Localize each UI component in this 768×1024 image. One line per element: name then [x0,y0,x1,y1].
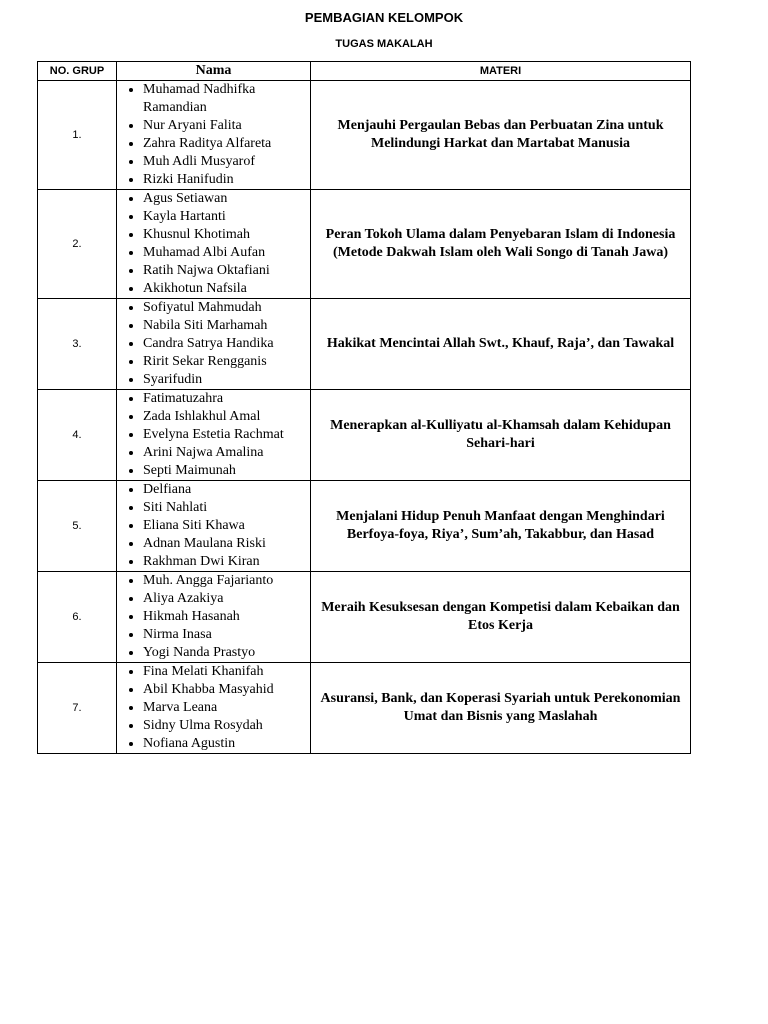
member-name: • Rizki Hanifudin [143,171,310,189]
member-name: • Zahra Raditya Alfareta [143,135,310,153]
topic-text: Hakikat Mencintai Allah Swt., Khauf, Raja’, dan Tawakal [326,336,675,351]
member-name: • Syarifudin [143,371,310,389]
topic-text: Asuransi, Bank, dan Koperasi Syariah untuk Perekonomian Umat dan Bisnis yang Maslahah [320,691,681,724]
topic-text: Meraih Kesuksesan dengan Kompetisi dalam Kebaikan dan Etos Kerja [321,600,680,633]
member-name: • Abil Khabba Masyahid [143,681,310,699]
table-row [38,663,691,754]
member-name: • Ririt Sekar Rengganis [143,353,310,371]
group-table [37,61,691,754]
topic-text: (Metode Dakwah Islam oleh Wali Songo di Tanah Jawa) [332,245,669,260]
member-name: • Muh. Angga Fajarianto [143,572,310,590]
table-row [38,299,691,390]
topic-cell [311,81,691,190]
member-name: • Rakhman Dwi Kiran [143,553,310,571]
member-name: • Nabila Siti Marhamah [143,317,310,335]
member-names [117,190,311,299]
member-list [117,390,310,480]
member-name: • Zada Ishlakhul Amal [143,408,310,426]
member-name: • Candra Satrya Handika [143,335,310,353]
topic-cell [311,190,691,299]
group-number: 3. [38,299,117,390]
member-name: • Muh Adli Musyarof [143,153,310,171]
member-name: • Kayla Hartanti [143,208,310,226]
table-header-row [38,62,691,81]
member-name: • Khusnul Khotimah [143,226,310,244]
topic-text: Peran Tokoh Ulama dalam Penyebaran Islam di Indonesia [325,227,676,242]
member-names [117,663,311,754]
table-row [38,481,691,572]
page-subtitle: TUGAS MAKALAH [335,38,433,50]
topic-cell [311,572,691,663]
member-name: • Sofiyatul Mahmudah [143,299,310,317]
group-number: 6. [38,572,117,663]
member-list [117,663,310,753]
topic-cell [311,663,691,754]
member-name: • Marva Leana [143,699,310,717]
member-names [117,299,311,390]
table-body [38,81,691,754]
topic-text: Menjauhi Pergaulan Bebas dan Perbuatan Zina untuk Melindungi Harkat dan Martabat Manusia [337,118,664,151]
group-number: 2. [38,190,117,299]
group-number: 7. [38,663,117,754]
member-name: • Eliana Siti Khawa [143,517,310,535]
header-nama: Nama [117,62,311,81]
member-name: • Agus Setiawan [143,190,310,208]
member-name: • Nirma Inasa [143,626,310,644]
table-row [38,390,691,481]
member-name: • Siti Nahlati [143,499,310,517]
group-number: 4. [38,390,117,481]
member-name: • Sidny Ulma Rosydah [143,717,310,735]
member-name: • Delfiana [143,481,310,499]
member-list [117,481,310,571]
member-name: • Akikhotun Nafsila [143,280,310,298]
member-name: • Adnan Maulana Riski [143,535,310,553]
member-name: • Muhamad Nadhifka Ramandian [143,81,310,117]
topic-cell [311,481,691,572]
topic-cell [311,390,691,481]
member-list [117,572,310,662]
group-number: 1. [38,81,117,190]
member-name: • Septi Maimunah [143,462,310,480]
topic-cell [311,299,691,390]
table-row [38,81,691,190]
member-name: • Muhamad Albi Aufan [143,244,310,262]
table-row [38,190,691,299]
table-row [38,572,691,663]
topic-text: Menerapkan al-Kulliyatu al-Khamsah dalam Kehidupan Sehari-hari [330,418,671,451]
header-no-grup: NO. GRUP [38,62,117,81]
member-names [117,572,311,663]
topic-text: Menjalani Hidup Penuh Manfaat dengan Menghindari Berfoya-foya, Riya’, Sum’ah, Takabbur, dan Hasad [336,509,665,542]
member-names [117,81,311,190]
member-list [117,299,310,389]
member-name: • Fina Melati Khanifah [143,663,310,681]
member-name: • Arini Najwa Amalina [143,444,310,462]
member-name: • Yogi Nanda Prastyo [143,644,310,662]
member-name: • Nofiana Agustin [143,735,310,753]
member-list [117,81,310,189]
header-materi: MATERI [311,62,691,81]
member-name: • Hikmah Hasanah [143,608,310,626]
member-name: • Nur Aryani Falita [143,117,310,135]
member-name: • Fatimatuzahra [143,390,310,408]
member-name: • Aliya Azakiya [143,590,310,608]
member-names [117,481,311,572]
member-names [117,390,311,481]
member-name: • Evelyna Estetia Rachmat [143,426,310,444]
member-list [117,190,310,298]
member-name: • Ratih Najwa Oktafiani [143,262,310,280]
page-title: PEMBAGIAN KELOMPOK [304,10,464,25]
group-number: 5. [38,481,117,572]
